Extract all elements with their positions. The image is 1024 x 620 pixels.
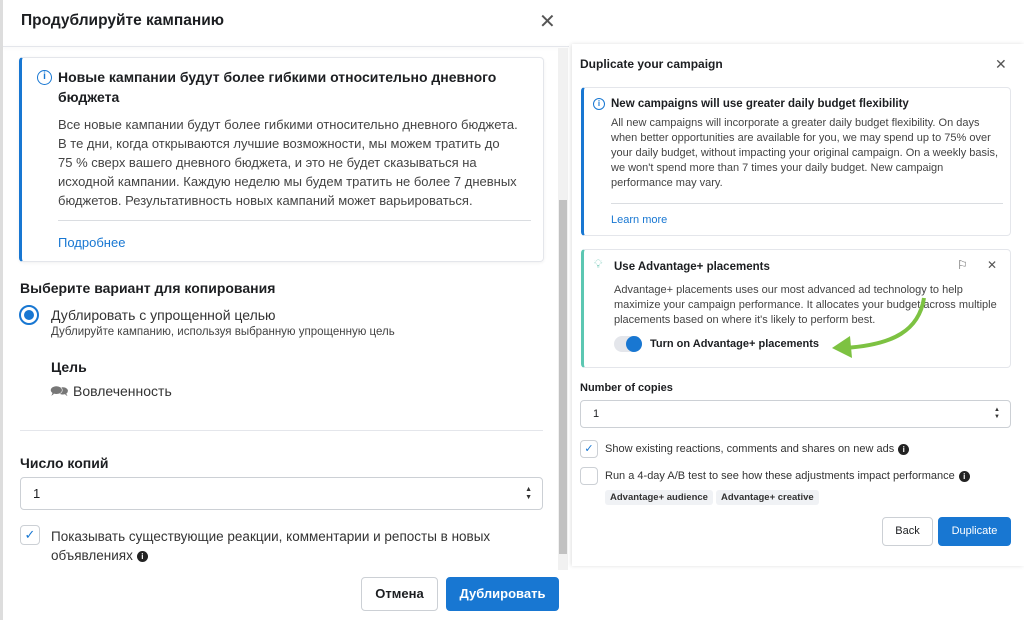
advantage-title: Use Advantage+ placements [614, 261, 770, 273]
feedback-icon[interactable]: ⚐ [957, 258, 968, 272]
tag-advantage-audience: Advantage+ audience [605, 490, 713, 505]
advantage-toggle[interactable] [614, 336, 642, 352]
green-arrow-icon [824, 290, 944, 360]
option-sublabel: Дублируйте кампанию, используя выбранную упрощенную цель [51, 326, 395, 338]
stepper-arrows-icon[interactable]: ▲ ▼ [994, 407, 1000, 420]
stepper-arrows-icon[interactable]: ▲ ▼ [525, 485, 532, 501]
dialog-title: Продублируйте кампанию [21, 12, 224, 29]
info-icon: i [593, 98, 605, 110]
advantage-text: Advantage+ placements uses our most advanced ad technology to help maximize your campaign performance. It allocates your budget across multiple placements based on where it's likely to perform best. [614, 284, 997, 326]
lightbulb-icon: 💡︎ [594, 257, 603, 271]
close-icon[interactable]: ✕ [995, 56, 1007, 72]
ab-test-label: Run a 4-day A/B test to see how these adjustments impact performance i [605, 470, 970, 482]
info-title: New campaigns will use greater daily budget flexibility [611, 98, 909, 110]
ab-test-checkbox[interactable] [580, 467, 598, 485]
tag-advantage-creative: Advantage+ creative [716, 490, 819, 505]
info-text: All new campaigns will incorporate a greater daily budget flexibility. On days when better opportunities are available for you, we may spend up to 75% over your daily budget, without impacting your original campaign. On a weekly basis, we won't spend more than 7 times your daily budget. New campaign performance may vary. [611, 117, 999, 189]
copies-label: Число копий [20, 455, 109, 471]
chat-bubbles-icon: 🗪 [50, 383, 69, 400]
close-icon[interactable]: ✕ [539, 11, 556, 33]
info-text: Все новые кампании будут более гибкими относительно дневного бюджета. В те дни, когда открываются лучшие возможности, мы можем тратить до 75 % сверх вашего дневного бюджета, и это не будет сказываться на исходной кампании. Каждую неделю мы будем тратить не более 7 дневных бюджетов. Результативность новых кампаний может варьироваться. [58, 117, 518, 208]
dismiss-icon[interactable]: ✕ [987, 258, 998, 272]
section-divider [20, 430, 543, 431]
toggle-label: Turn on Advantage+ placements [650, 338, 820, 350]
budget-info-box [581, 87, 1011, 236]
scrollbar-thumb[interactable] [559, 200, 567, 554]
copies-value: 1 [33, 486, 41, 501]
option-label: Дублировать с упрощенной целью [51, 307, 276, 323]
duplicate-simplified-radio[interactable] [19, 305, 39, 325]
choose-option-heading: Выберите вариант для копирования [20, 280, 276, 296]
budget-info-box [19, 57, 544, 262]
info-icon: i [37, 70, 52, 85]
copies-value: 1 [593, 408, 600, 420]
back-button[interactable]: Back [882, 517, 933, 546]
advantage-placements-box [581, 249, 1011, 368]
copies-stepper[interactable] [580, 400, 1011, 428]
learn-more-link[interactable]: Подробнее [58, 235, 126, 250]
duplicate-dialog-en [572, 44, 1024, 566]
info-filled-icon[interactable]: i [137, 551, 148, 562]
show-reactions-label: Показывать существующие реакции, комментарии и репосты в новых объявлениях i [51, 529, 491, 563]
copies-label: Number of copies [580, 382, 673, 394]
goal-value: Вовлеченность [73, 383, 172, 399]
show-reactions-label: Show existing reactions, comments and shares on new ads i [605, 443, 909, 455]
dialog-title: Duplicate your campaign [580, 57, 723, 71]
goal-heading: Цель [51, 359, 87, 375]
copies-stepper[interactable] [20, 477, 543, 510]
show-reactions-checkbox[interactable]: ✓ [580, 440, 598, 458]
info-title: Новые кампании будут более гибкими относительно дневного бюджета [58, 69, 497, 105]
info-divider [611, 203, 1003, 204]
duplicate-button[interactable]: Duplicate [938, 517, 1011, 546]
info-filled-icon[interactable]: i [959, 471, 970, 482]
show-reactions-checkbox[interactable]: ✓ [20, 525, 40, 545]
scrollbar[interactable] [558, 48, 568, 570]
header-divider [3, 46, 569, 47]
info-divider [58, 220, 531, 221]
info-filled-icon[interactable]: i [898, 444, 909, 455]
cancel-button[interactable]: Отмена [361, 577, 438, 611]
duplicate-button[interactable]: Дублировать [446, 577, 559, 611]
learn-more-link[interactable]: Learn more [611, 214, 668, 226]
